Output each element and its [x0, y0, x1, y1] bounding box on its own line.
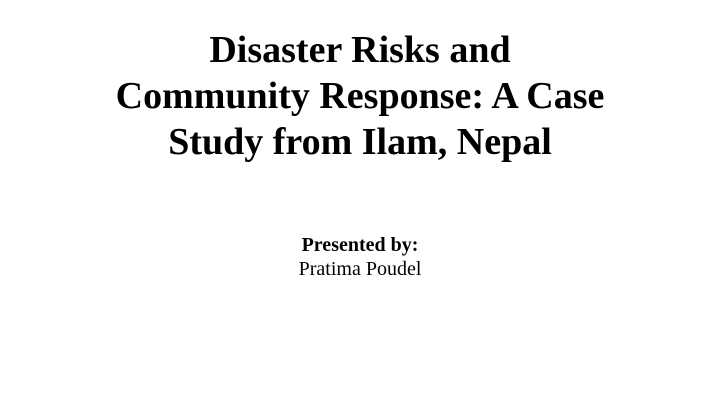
slide-title-line-1: Disaster Risks and [209, 29, 511, 71]
presenter-label: Presented by: [301, 234, 419, 256]
presenter-name: Pratima Poudel [298, 258, 422, 280]
slide-title-line-2: Community Response: A Case [115, 75, 605, 117]
slide-title-line-3: Study from Ilam, Nepal [168, 121, 552, 163]
slide-title [0, 27, 720, 165]
presenter-block [0, 233, 720, 281]
